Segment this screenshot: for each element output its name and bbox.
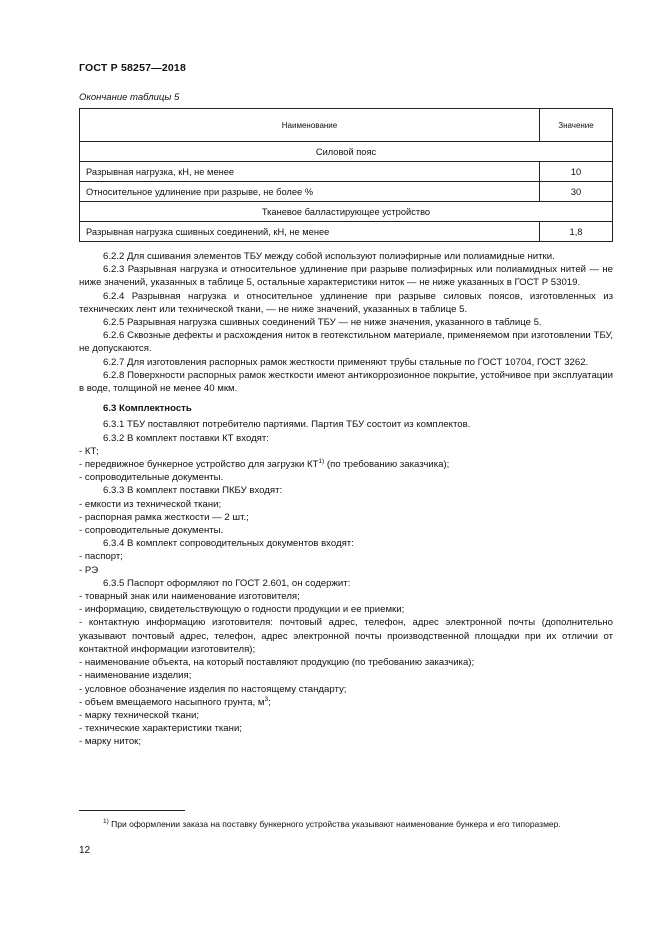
row-value: 10 — [540, 162, 613, 182]
list-item: - распорная рамка жесткости — 2 шт.; — [79, 511, 249, 523]
list-item: - технические характеристики ткани; — [79, 723, 242, 735]
footnote — [79, 818, 613, 830]
paragraph-6-2-3: 6.2.3 Разрывная нагрузка и относительное удлинение при разрыве полиэфирных или полиамидных нитей — не ниже значений, указанных в таблице 5, остальные характеристики ниток — не ниже указанных в ГОСТ Р 53019. — [79, 264, 613, 289]
table-caption: Окончание таблицы 5 — [79, 92, 180, 103]
list-item: - условное обозначение изделия по настоящему стандарту; — [79, 683, 347, 695]
paragraph-6-2-6: 6.2.6 Сквозные дефекты и расхождения ниток в геотекстильном материале, применяемом при изготовлении ТБУ, не допускаются. — [79, 330, 613, 355]
paragraph-6-2-7: 6.2.7 Для изготовления распорных рамок жесткости применяют трубы стальные по ГОСТ 10704, ГОСТ 3262. — [103, 356, 589, 368]
standard-header: ГОСТ Р 58257—2018 — [79, 62, 187, 74]
list-item: - паспорт; — [79, 551, 123, 563]
paragraph-6-2-8: 6.2.8 Поверхности распорных рамок жесткости имеют антикоррозионное покрытие, устойчивое при эксплуатации в воде, толщиной не менее 40 мкм. — [79, 369, 613, 395]
list-item: - КТ; — [79, 445, 99, 457]
col-header-value: Значение — [540, 109, 613, 142]
footnote-divider — [79, 810, 185, 811]
list-item: - РЭ — [79, 564, 99, 576]
section-heading-6-3: 6.3 Комплектность — [103, 403, 192, 415]
table-row — [80, 162, 613, 182]
table-row — [80, 182, 613, 202]
col-header-name: Наименование — [80, 109, 540, 142]
footnote-text: При оформлении заказа на поставку бункерного устройства указывают наименование бункера и его типоразмер. — [108, 819, 561, 829]
paragraph-6-2-5: 6.2.5 Разрывная нагрузка сшивных соединений ТБУ — не ниже значения, указанного в таблице 5. — [103, 317, 542, 329]
list-item: - марку технической ткани; — [79, 709, 200, 721]
list-item — [79, 696, 613, 709]
section-title: Силовой пояс — [80, 142, 613, 162]
paragraph-6-3-3: 6.3.3 В комплект поставки ПКБУ входят: — [103, 485, 283, 497]
list-item: - контактную информацию изготовителя: почтовый адрес, телефон, адрес электронной почты (дополнительно указывают почтовый адрес, телефон, адрес электронной почты производственной площадки при их отличии от контактной информации изготовителя); — [79, 617, 613, 655]
paragraph-6-3-5: 6.3.5 Паспорт оформляют по ГОСТ 2.601, он содержит: — [103, 577, 351, 589]
table-row — [80, 222, 613, 242]
table-5 — [79, 108, 613, 242]
list-item: - наименование изделия; — [79, 670, 192, 682]
list-item: - марку ниток; — [79, 736, 142, 748]
list-item-text: - объем вмещаемого насыпного грунта, м — [79, 696, 265, 708]
body-text — [79, 250, 613, 749]
paragraph-6-3-2: 6.3.2 В комплект поставки КТ входят: — [103, 432, 269, 444]
list-item: - товарный знак или наименование изготовителя; — [79, 591, 300, 603]
list-item: - сопроводительные документы. — [79, 525, 224, 537]
table-section-row — [80, 142, 613, 162]
row-name: Относительное удлинение при разрыве, не более % — [80, 182, 540, 202]
row-name: Разрывная нагрузка, кН, не менее — [80, 162, 540, 182]
list-item — [79, 458, 613, 471]
paragraph-6-3-1: 6.3.1 ТБУ поставляют потребителю партиями. Партия ТБУ состоит из комплектов. — [103, 419, 471, 431]
paragraph-6-2-2: 6.2.2 Для сшивания элементов ТБУ между собой используют полиэфирные или полиамидные нитки. — [103, 251, 555, 262]
paragraph-6-2-4: 6.2.4 Разрывная нагрузка и относительное удлинение при разрыве силовых поясов, изготовленных из технических лент или технической ткани, — не ниже значений, указанных в таблице 5. — [79, 290, 613, 315]
row-value: 1,8 — [540, 222, 613, 242]
superscript: 3 — [264, 695, 269, 703]
list-item-text: ; — [268, 696, 271, 708]
footnote-ref: 1) — [318, 457, 325, 465]
table-section-row — [80, 202, 613, 222]
list-item-text: - передвижное бункерное устройство для загрузки КТ — [79, 459, 319, 471]
row-value: 30 — [540, 182, 613, 202]
row-name: Разрывная нагрузка сшивных соединений, кН, не менее — [80, 222, 540, 242]
section-title: Тканевое балластирующее устройство — [80, 202, 613, 222]
table-header-row — [80, 109, 613, 142]
page-number: 12 — [79, 845, 91, 856]
list-item-text: (по требованию заказчика); — [324, 459, 450, 471]
list-item: - сопроводительные документы. — [79, 472, 224, 484]
paragraph-6-3-4: 6.3.4 В комплект сопроводительных документов входят: — [103, 538, 354, 550]
list-item: - емкости из технической ткани; — [79, 498, 222, 510]
list-item: - информацию, свидетельствующую о годности продукции и ее приемки; — [79, 604, 405, 616]
list-item: - наименование объекта, на который поставляют продукцию (по требованию заказчика); — [79, 657, 475, 669]
footnote-mark: 1) — [103, 818, 109, 826]
